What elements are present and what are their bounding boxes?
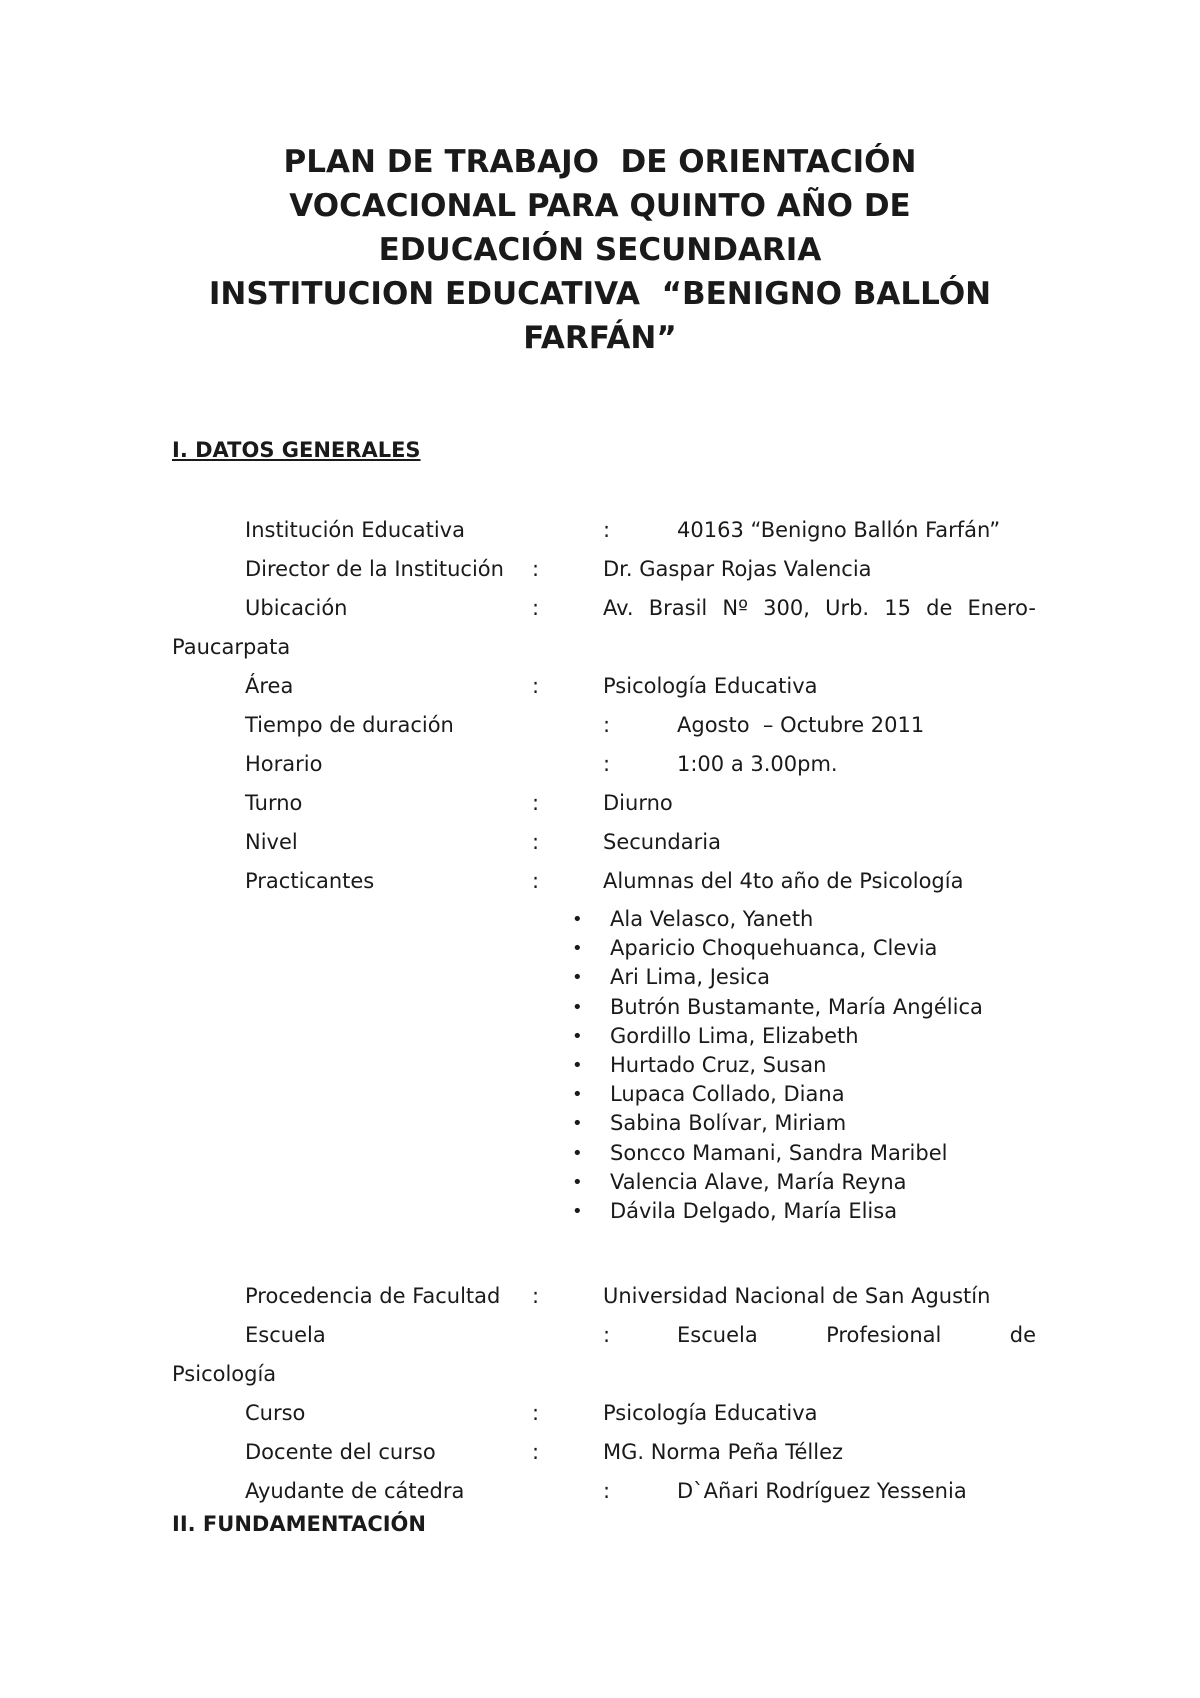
field-label: Ubicación: [245, 596, 348, 620]
field-label: Practicantes: [245, 869, 375, 893]
field-label: Escuela: [245, 1323, 326, 1347]
bullet-icon: •: [572, 1113, 583, 1135]
field-value-continuation: Psicología: [172, 1362, 277, 1386]
field-value: Universidad Nacional de San Agustín: [603, 1284, 991, 1308]
field-value: 1:00 a 3.00pm.: [677, 752, 838, 776]
value-word: Av.: [603, 596, 634, 620]
field-value: Secundaria: [603, 830, 721, 854]
list-item: [570, 1197, 983, 1226]
field-value-ubicacion: [603, 593, 1036, 623]
field-colon: :: [532, 596, 540, 620]
field-colon: :: [532, 830, 540, 854]
list-item-text: Ari Lima, Jesica: [610, 965, 771, 990]
list-item: [570, 1080, 983, 1109]
field-colon: :: [532, 557, 540, 581]
field-label: Curso: [245, 1401, 306, 1425]
bullet-icon: •: [572, 1171, 583, 1193]
field-label: Institución Educativa: [245, 518, 465, 542]
field-row-area: [0, 671, 1200, 701]
field-value: MG. Norma Peña Téllez: [603, 1440, 844, 1464]
field-value-continuation: Paucarpata: [172, 635, 291, 659]
value-word: Profesional: [826, 1323, 942, 1347]
field-colon: :: [532, 1401, 540, 1425]
field-row-procedencia: [0, 1281, 1200, 1311]
title-line: VOCACIONAL PARA QUINTO AÑO DE: [289, 188, 911, 224]
field-value: Alumnas del 4to año de Psicología: [603, 869, 964, 893]
field-label: Turno: [245, 791, 303, 815]
list-item-text: Soncco Mamani, Sandra Maribel: [610, 1140, 948, 1165]
field-label: Docente del curso: [245, 1440, 436, 1464]
title-line: FARFÁN”: [523, 320, 677, 356]
title-line: PLAN DE TRABAJO DE ORIENTACIÓN: [283, 144, 917, 180]
field-row-turno: [0, 788, 1200, 818]
field-colon: :: [603, 752, 611, 776]
field-value: Diurno: [603, 791, 673, 815]
value-word: de: [1009, 1323, 1036, 1347]
field-colon: :: [603, 1479, 611, 1503]
field-label: Área: [245, 674, 294, 698]
field-value: Psicología Educativa: [603, 674, 818, 698]
bullet-icon: •: [572, 1055, 583, 1077]
list-item-text: Valencia Alave, María Reyna: [610, 1169, 907, 1194]
field-label: Ayudante de cátedra: [245, 1479, 465, 1503]
section-heading-fundamentacion: II. FUNDAMENTACIÓN: [172, 1512, 426, 1536]
list-item-text: Sabina Bolívar, Miriam: [610, 1111, 847, 1136]
bullet-icon: •: [572, 967, 583, 989]
value-word: Brasil: [648, 596, 708, 620]
field-colon: :: [532, 1284, 540, 1308]
field-colon: :: [603, 713, 611, 737]
bullet-icon: •: [572, 938, 583, 960]
document-title: [150, 140, 1050, 360]
bullet-icon: •: [572, 1201, 583, 1223]
field-colon: :: [603, 1323, 611, 1347]
list-item: [570, 993, 983, 1022]
list-item: [570, 1109, 983, 1138]
field-label: Procedencia de Facultad: [245, 1284, 501, 1308]
field-colon: :: [603, 518, 611, 542]
value-word: Urb.: [825, 596, 870, 620]
list-item-text: Ala Velasco, Yaneth: [610, 907, 814, 931]
list-item: [570, 1168, 983, 1197]
field-row-tiempo: [0, 710, 1200, 740]
list-item: [570, 905, 983, 934]
practicantes-list: [570, 905, 983, 1226]
bullet-icon: •: [572, 1084, 583, 1106]
list-item: [570, 1051, 983, 1080]
section-heading-datos-generales: I. DATOS GENERALES: [172, 438, 421, 462]
field-value: D`Añari Rodríguez Yessenia: [677, 1479, 967, 1503]
list-item-text: Dávila Delgado, María Elisa: [610, 1199, 898, 1224]
list-item-text: Butrón Bustamante, María Angélica: [610, 994, 983, 1019]
field-colon: :: [532, 869, 540, 893]
field-row-horario: [0, 749, 1200, 779]
field-value: 40163 “Benigno Ballón Farfán”: [677, 518, 1001, 542]
field-row-nivel: [0, 827, 1200, 857]
field-colon: :: [532, 674, 540, 698]
list-item-text: Gordillo Lima, Elizabeth: [610, 1023, 859, 1048]
list-item-text: Hurtado Cruz, Susan: [610, 1053, 827, 1078]
field-value: Dr. Gaspar Rojas Valencia: [603, 557, 872, 581]
field-value-escuela: [677, 1320, 1036, 1350]
list-item-text: Lupaca Collado, Diana: [610, 1082, 845, 1107]
value-word: Enero-: [967, 596, 1036, 620]
field-row-ayudante: [0, 1476, 1200, 1506]
field-label: Nivel: [245, 830, 298, 854]
list-item: [570, 934, 983, 963]
value-word: 15: [884, 596, 911, 620]
field-colon: :: [532, 1440, 540, 1464]
field-row-docente: [0, 1437, 1200, 1467]
list-item: [570, 963, 983, 992]
title-line: EDUCACIÓN SECUNDARIA: [378, 232, 822, 268]
field-row-institucion: [0, 515, 1200, 545]
list-item-text: Aparicio Choquehuanca, Clevia: [610, 936, 938, 961]
bullet-icon: •: [572, 1142, 583, 1164]
field-value: Psicología Educativa: [603, 1401, 818, 1425]
field-row-practicantes: [0, 866, 1200, 896]
field-row-director: [0, 554, 1200, 584]
field-value: Agosto – Octubre 2011: [677, 713, 925, 737]
list-item: [570, 1022, 983, 1051]
value-word: de: [926, 596, 953, 620]
title-line: INSTITUCION EDUCATIVA “BENIGNO BALLÓN: [208, 276, 992, 312]
value-word: Escuela: [677, 1323, 758, 1347]
value-word: 300,: [763, 596, 810, 620]
field-label: Director de la Institución: [245, 557, 504, 581]
value-word: Nº: [722, 596, 749, 620]
bullet-icon: •: [572, 909, 583, 930]
field-row-curso: [0, 1398, 1200, 1428]
field-colon: :: [532, 791, 540, 815]
bullet-icon: •: [572, 1025, 583, 1047]
field-label: Horario: [245, 752, 323, 776]
field-label: Tiempo de duración: [245, 713, 454, 737]
bullet-icon: •: [572, 996, 583, 1018]
list-item: [570, 1139, 983, 1168]
